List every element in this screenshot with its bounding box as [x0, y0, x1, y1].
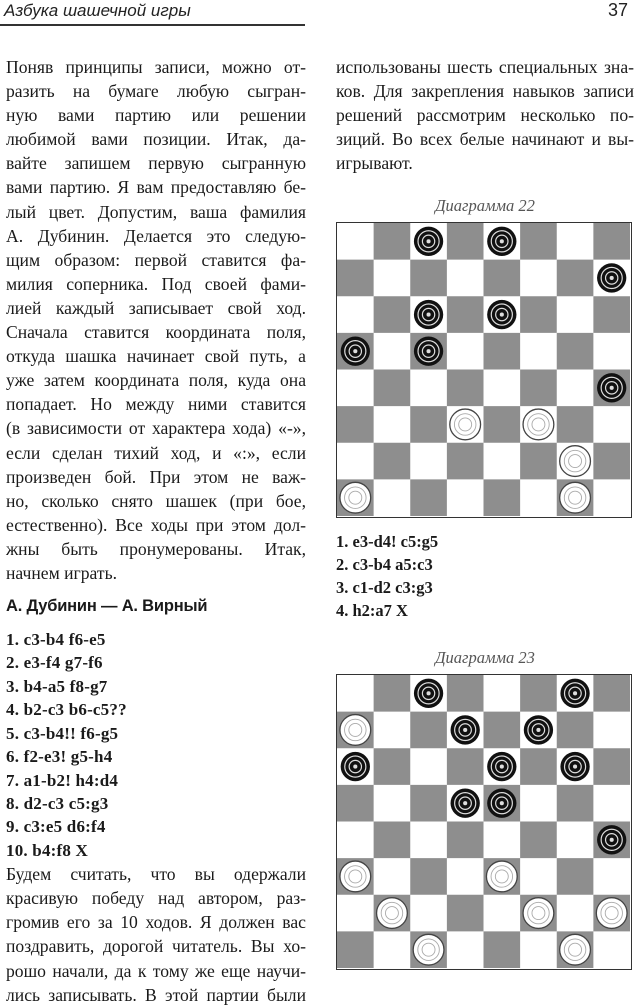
light-square — [410, 370, 447, 407]
dark-square — [410, 785, 447, 822]
light-square — [593, 333, 630, 370]
white-checker — [450, 410, 481, 441]
light-square — [374, 333, 411, 370]
solution-move: 2. c3-b4 a5:c3 — [336, 555, 433, 575]
dark-square — [484, 480, 521, 517]
black-checker — [597, 826, 626, 855]
black-checker — [414, 300, 443, 329]
white-checker — [413, 935, 444, 966]
light-square — [484, 822, 521, 859]
light-square — [593, 480, 630, 517]
dark-square — [447, 749, 484, 786]
intro-paragraph — [6, 55, 306, 585]
intro-line: но, сколько снято шашек (при бое, — [6, 490, 306, 511]
dark-square — [374, 822, 411, 859]
dark-square — [557, 260, 594, 297]
white-checker — [523, 898, 554, 929]
page-number: 37 — [607, 0, 628, 20]
light-square — [337, 370, 374, 407]
solution-move: 3. c1-d2 c3:g3 — [336, 578, 433, 598]
light-square — [484, 370, 521, 407]
solution-move: 4. h2:a7 X — [336, 601, 408, 621]
light-square — [557, 297, 594, 334]
dark-square — [337, 260, 374, 297]
intro-line: попадает. Но между ними ставится — [6, 394, 306, 415]
board-svg — [337, 223, 630, 516]
light-square — [374, 712, 411, 749]
dark-square — [484, 932, 521, 969]
dark-square — [374, 443, 411, 480]
dark-square — [557, 712, 594, 749]
dark-square — [593, 223, 630, 260]
light-square — [374, 859, 411, 896]
right-intro-paragraph — [336, 55, 634, 175]
move-line: 1. c3-b4 f6-e5 — [6, 630, 106, 650]
light-square — [337, 822, 374, 859]
dark-square — [557, 859, 594, 896]
dark-square — [374, 675, 411, 712]
intro-line: милия соперника. Под своей фами- — [6, 273, 306, 294]
right-intro-line: ков. Для закрепления навыков записи — [336, 81, 634, 102]
dark-square — [593, 443, 630, 480]
dark-square — [520, 749, 557, 786]
running-title: Азбука шашечной игры — [4, 1, 191, 20]
black-checker — [451, 716, 480, 745]
right-column — [336, 55, 634, 970]
light-square — [520, 480, 557, 517]
dark-square — [447, 895, 484, 932]
white-checker — [523, 410, 554, 441]
dark-square — [520, 370, 557, 407]
dark-square — [374, 223, 411, 260]
diagram-22-board — [336, 222, 632, 518]
right-intro-line: игрывают. — [336, 153, 413, 174]
dark-square — [337, 785, 374, 822]
game-players: А. Дубинин — А. Вирный — [6, 597, 208, 616]
black-checker — [487, 789, 516, 818]
light-square — [557, 895, 594, 932]
dark-square — [410, 480, 447, 517]
light-square — [410, 895, 447, 932]
light-square — [374, 932, 411, 969]
dark-square — [447, 443, 484, 480]
black-checker — [560, 752, 589, 781]
diagram-23-caption: Диаграмма 23 — [435, 648, 535, 668]
light-square — [374, 785, 411, 822]
white-checker — [340, 715, 371, 746]
intro-line: естественно). Все ходы при этом дол- — [6, 514, 306, 535]
solution-move: 1. e3-d4! c5:g5 — [336, 532, 439, 552]
move-line: 9. c3:e5 d6:f4 — [6, 817, 106, 837]
dark-square — [447, 223, 484, 260]
intro-line: начнем играть. — [6, 562, 118, 583]
light-square — [410, 749, 447, 786]
dark-square — [337, 932, 374, 969]
diagram-22-solution — [336, 530, 634, 622]
light-square — [557, 822, 594, 859]
dark-square — [520, 223, 557, 260]
light-square — [410, 822, 447, 859]
black-checker — [451, 789, 480, 818]
light-square — [520, 333, 557, 370]
white-checker — [486, 862, 517, 893]
light-square — [447, 260, 484, 297]
black-checker — [597, 264, 626, 293]
light-square — [593, 407, 630, 444]
intro-line: вайте запишем первую сыгранную — [6, 153, 306, 174]
light-square — [520, 785, 557, 822]
light-square — [410, 443, 447, 480]
black-checker — [487, 752, 516, 781]
light-square — [484, 675, 521, 712]
dark-square — [557, 333, 594, 370]
move-line: 2. e3-f4 g7-f6 — [6, 653, 103, 673]
white-checker — [340, 862, 371, 893]
intro-line: если сделан тихий ход, и «:», если — [6, 442, 306, 463]
move-line: 6. f2-e3! g5-h4 — [6, 747, 113, 767]
light-square — [520, 932, 557, 969]
right-intro-line: использованы шесть специальных зна- — [336, 57, 634, 77]
dark-square — [447, 822, 484, 859]
dark-square — [410, 712, 447, 749]
intro-line: разить на бумаге любую сыгран- — [6, 81, 306, 102]
white-checker — [560, 935, 591, 966]
dark-square — [374, 370, 411, 407]
dark-square — [557, 785, 594, 822]
white-checker — [596, 898, 627, 929]
dark-square — [484, 333, 521, 370]
page-header — [0, 0, 640, 26]
dark-square — [447, 370, 484, 407]
light-square — [593, 785, 630, 822]
intro-line: щим образом: первой ставится фа- — [6, 249, 306, 270]
light-square — [593, 712, 630, 749]
light-square — [593, 859, 630, 896]
move-line: 8. d2-c3 c5:g3 — [6, 793, 109, 813]
black-checker — [597, 374, 626, 403]
black-checker — [414, 227, 443, 256]
light-square — [337, 675, 374, 712]
outro-paragraph — [6, 862, 306, 1007]
intro-line: лией каждый записывает свой ход. — [6, 297, 306, 318]
dark-square — [337, 407, 374, 444]
light-square — [374, 407, 411, 444]
light-square — [447, 859, 484, 896]
move-line: 7. a1-b2! h4:d4 — [6, 770, 119, 790]
light-square — [484, 443, 521, 480]
intro-line: лый цвет. Допустим, ваша фамилия — [6, 201, 306, 222]
header-rule — [0, 24, 305, 26]
light-square — [557, 370, 594, 407]
dark-square — [593, 297, 630, 334]
light-square — [447, 480, 484, 517]
dark-square — [374, 749, 411, 786]
intro-line: ную вами партию или решении — [6, 105, 306, 126]
outro-line: красивую победу над автором, раз- — [6, 888, 306, 909]
light-square — [557, 223, 594, 260]
right-intro-line: зиций. Во всех белые начинают и вы- — [336, 129, 634, 150]
outro-line: поздравить, дорогой читатель. Вы хо- — [6, 936, 306, 957]
intro-line: любимой вами позиции. Итак, да- — [6, 129, 306, 150]
dark-square — [484, 712, 521, 749]
dark-square — [410, 859, 447, 896]
move-line: 4. b2-c3 b6-c5?? — [6, 700, 127, 720]
dark-square — [557, 407, 594, 444]
intro-line: (в зависимости от характера хода) «-», — [6, 418, 306, 439]
light-square — [447, 333, 484, 370]
light-square — [337, 223, 374, 260]
intro-line: Поняв принципы записи, можно от- — [6, 57, 306, 77]
light-square — [447, 932, 484, 969]
intro-line: произведен бой. При этом не важ- — [6, 466, 306, 487]
dark-square — [447, 297, 484, 334]
dark-square — [447, 675, 484, 712]
white-checker — [560, 446, 591, 477]
move-line: 3. b4-a5 f8-g7 — [6, 676, 108, 696]
left-column — [6, 55, 306, 1007]
diagram-22-caption: Диаграмма 22 — [435, 196, 535, 216]
intro-line: жны быть пронумерованы. Итак, — [6, 538, 306, 559]
black-checker — [341, 337, 370, 366]
right-intro-line: решений рассмотрим несколько по- — [336, 105, 634, 126]
dark-square — [484, 260, 521, 297]
dark-square — [484, 407, 521, 444]
intro-line: вами партию. Я вам предоставляю бе- — [6, 177, 306, 198]
game-moves-list — [6, 628, 306, 862]
black-checker — [414, 337, 443, 366]
dark-square — [520, 675, 557, 712]
move-line: 10. b4:f8 X — [6, 840, 89, 860]
black-checker — [414, 679, 443, 708]
dark-square — [593, 675, 630, 712]
white-checker — [560, 483, 591, 514]
intro-line: Сначала ставится координата поля, — [6, 322, 306, 343]
diagram-23-board — [336, 674, 632, 970]
outro-line: рошо начали, да к тому же еще научи- — [6, 960, 306, 981]
dark-square — [520, 822, 557, 859]
light-square — [593, 932, 630, 969]
light-square — [520, 260, 557, 297]
outro-line: Будем считать, что вы одержали — [6, 864, 306, 885]
outro-line: лись записывать. В этой партии были — [6, 984, 306, 1005]
light-square — [374, 480, 411, 517]
outro-line: громив его за 10 ходов. Я должен вас — [6, 912, 306, 933]
white-checker — [340, 483, 371, 514]
dark-square — [374, 297, 411, 334]
black-checker — [524, 716, 553, 745]
dark-square — [410, 260, 447, 297]
dark-square — [520, 297, 557, 334]
light-square — [484, 895, 521, 932]
light-square — [520, 859, 557, 896]
intro-line: уже затем координата поля, куда она — [6, 370, 306, 391]
light-square — [337, 895, 374, 932]
intro-line: А. Дубинин. Делается это следую- — [6, 225, 306, 246]
black-checker — [341, 752, 370, 781]
dark-square — [593, 749, 630, 786]
light-square — [337, 443, 374, 480]
dark-square — [410, 407, 447, 444]
light-square — [374, 260, 411, 297]
intro-line: откуда шашка начинает свой путь, а — [6, 346, 306, 367]
dark-square — [520, 443, 557, 480]
black-checker — [487, 300, 516, 329]
black-checker — [487, 227, 516, 256]
white-checker — [377, 898, 408, 929]
move-line: 5. c3-b4!! f6-g5 — [6, 723, 119, 743]
black-checker — [560, 679, 589, 708]
board-svg — [337, 675, 630, 968]
light-square — [337, 297, 374, 334]
